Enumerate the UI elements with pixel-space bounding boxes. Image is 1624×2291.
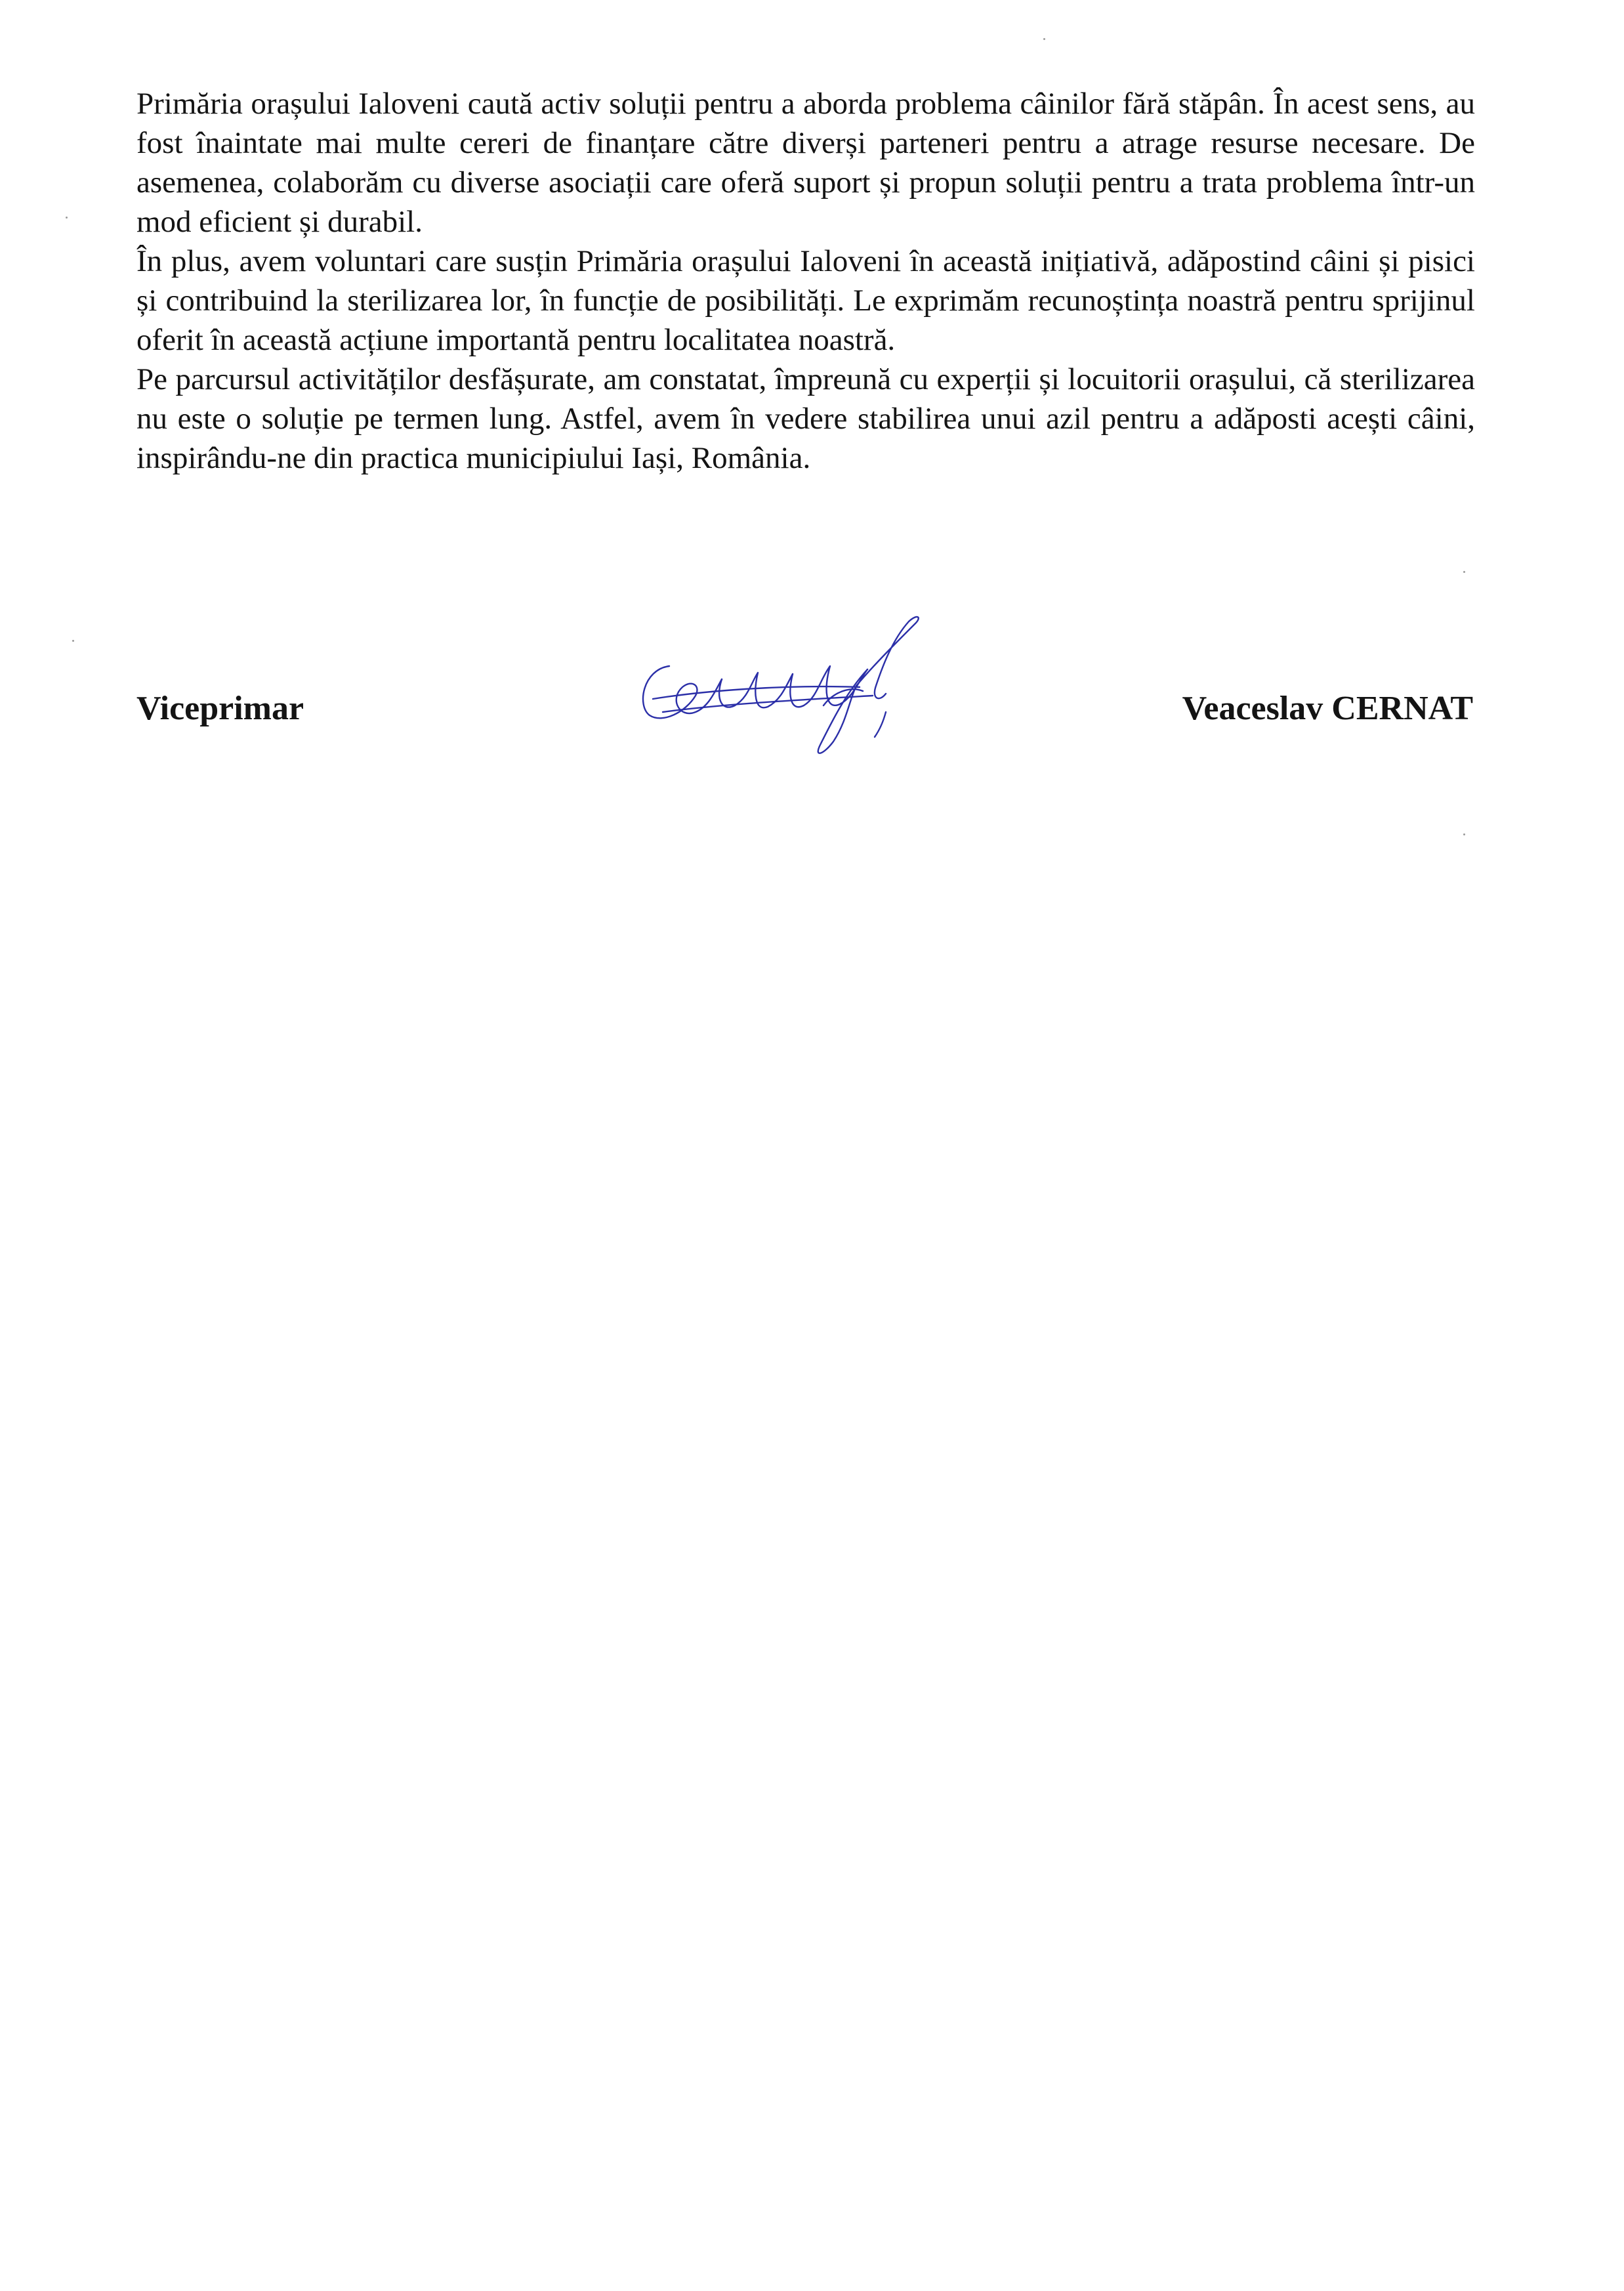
paragraph-2: În plus, avem voluntari care susțin Primăria orașului Ialoveni în această inițiativă, adăpostind câini și pisici și contribuind la sterilizarea lor, în funcție de posibilități. Le exprimăm recunoștința noastră pentru sprijinul oferit în această acțiune importantă pentru localitatea noastră. [136, 244, 1475, 357]
scan-speck [1043, 38, 1045, 40]
paragraph-3: Pe parcursul activităților desfășurate, am constatat, împreună cu experții și locuitorii orașului, că sterilizarea nu este o soluție pe termen lung. Astfel, avem în vedere stabilirea unui azil pentru a adăposti acești câini, inspirându-ne din practica municipiului Iași, România. [136, 362, 1475, 475]
scan-speck [72, 640, 74, 642]
scan-speck [1463, 833, 1465, 835]
letter-body [136, 84, 1475, 478]
handwritten-signature [623, 614, 932, 765]
scan-speck [1463, 571, 1465, 573]
signatory-title: Viceprimar [136, 690, 304, 727]
scan-speck [66, 217, 68, 219]
signatory-name: Veaceslav CERNAT [1182, 690, 1473, 727]
paragraph-1: Primăria orașului Ialoveni caută activ soluții pentru a aborda problema câinilor fără stăpân. În acest sens, au fost înaintate mai multe cereri de finanțare către diverși parteneri pentru a atrage resurse necesare. De asemenea, colaborăm cu diverse asociații care oferă suport și propun soluții pentru a trata problema într-un mod eficient și durabil. [136, 87, 1475, 239]
